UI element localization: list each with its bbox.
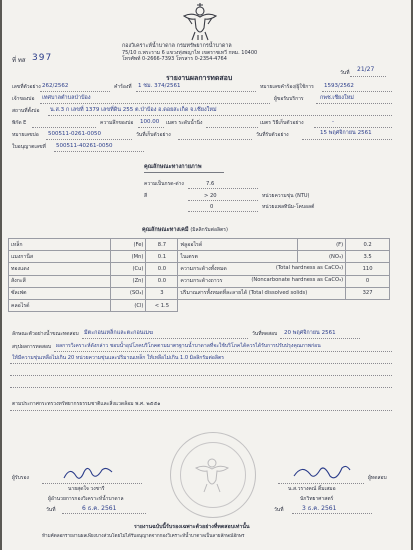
field-label-collect-date: วันที่เก็บตัวอย่าง (136, 132, 171, 138)
header-address: 75/10 ถ.พระราม 6 แขวงทุ่งพญาไท เขตราชเทวี กทม. 10400 (122, 50, 258, 56)
chem-sym-1: (Fe) (110, 239, 146, 251)
sign-right-date: 3 ธ.ค. 2561 (302, 505, 337, 512)
chem-val-1: 3 (146, 287, 178, 299)
table-row (9, 263, 390, 275)
chem-val-1: 0.0 (146, 275, 178, 287)
chem-val-1: 0.0 (146, 263, 178, 275)
sign-right-label: ผู้ทดสอบ (368, 475, 387, 481)
chem-val-2: 3.5 (346, 251, 390, 263)
analysis-value: มีตะกอนเหล็กและตะกอนเมฆ (84, 330, 154, 336)
field-value-permit: 500511-40261-0050 (56, 143, 113, 149)
physical-value-turbidity: > 20 (204, 193, 217, 199)
chem-val-1: 0.1 (146, 251, 178, 263)
physical-value-color: 0 (210, 204, 214, 210)
field-label-location: สถานที่ตั้งบ่อ (12, 108, 40, 114)
field-label-owner: เจ้าของบ่อ (12, 96, 35, 102)
field-label-well-no: หมายเลขบ่อ (12, 132, 39, 138)
field-label-depth: ความลึกของบ่อ (100, 120, 134, 126)
physical-label-turbidity: สี (144, 193, 148, 199)
report-page (2, 0, 411, 550)
chem-sym-1: (Cu) (110, 263, 146, 275)
field-value-owner: เทศบาลตำบลป่าป้อง (42, 95, 91, 101)
report-date: 21/27 (357, 66, 375, 73)
footer-line-2: ห้ามคัดลอกรายงานผลเพียงบางส่วนโดยไม่ได้รับอนุญาตจากกองวิเคราะห์น้ำบาดาลเป็นลายลักษณ์อักษร (42, 534, 245, 539)
sign-right-title: นักวิทยาศาสตร์ (300, 496, 334, 502)
seal-garuda-icon (192, 452, 232, 496)
physical-unit-turbidity: หน่วยความขุ่น (NTU) (262, 193, 310, 199)
chem-val-1: < 1.5 (146, 299, 178, 311)
chem-name-2: ปริมาณสารทั้งหมดที่ละลายได้ (Total dissolved solids) (178, 287, 346, 299)
field-value-sample-no: 262/2562 (42, 83, 69, 89)
field-label-permit: ใบอนุญาตเลขที่ (12, 144, 46, 150)
chem-name-1: ซัลเฟต (9, 287, 111, 299)
field-label-coord: พิกัด E (12, 120, 27, 126)
field-value-location: น.ส.3 ก เลขที่ 1379 เลขที่ดิน 255 ต.ป่าป้อง อ.ดอยสะเก็ด จ.เชียงใหม่ (50, 107, 217, 113)
sign-left-signature (62, 462, 114, 484)
footer-line-1: รายงานฉบับนี้รับรองเฉพาะตัวอย่างที่ทดสอบเท่านั้น (134, 524, 250, 530)
table-row (9, 275, 390, 287)
chem-val-1: 8.7 (146, 239, 178, 251)
chem-empty (298, 299, 346, 311)
sign-left-label: ผู้รับรอง (12, 475, 29, 481)
header-dept: กองวิเคราะห์น้ำบาดาล กรมทรัพยากรน้ำบาดาล (122, 43, 232, 49)
table-row (9, 239, 390, 251)
chem-name-2: ความกระด้างถาวร (Noncarbonate hardness as CaCO₃) (178, 275, 346, 287)
table-row (9, 287, 390, 299)
analysis-label: ลักษณะตัวอย่างน้ำขณะทดสอบ (12, 331, 79, 337)
field-label-static-level: เมตร ระดับน้ำนิ่ง (166, 120, 203, 126)
sign-left-name: นายสุดใจ วงชารี (68, 486, 105, 492)
garuda-emblem-icon (180, 2, 220, 42)
chem-val-2: 0.2 (346, 239, 390, 251)
chem-name-1: แมงกานีส (9, 251, 111, 263)
chem-sym-1: (Mn) (110, 251, 146, 263)
chem-sym-2: (F) (298, 239, 346, 251)
header-phone: โทรศัพท์ 0-2666-7393 โทรสาร 0-2354-4764 (122, 56, 227, 62)
field-value-receive-date: 15 พฤศจิกายน 2561 (320, 130, 372, 136)
field-value-request-no: 1 ชม. 374/2561 (138, 83, 181, 89)
footnote: ตามประกาศกระทรวงทรัพยากรธรรมชาติและสิ่งแวดล้อม พ.ศ. ๒๕๕๑ (12, 401, 161, 407)
chem-name-2: ฟลูออไรด์ (178, 239, 298, 251)
conclusion-line-2: ให้มีความขุ่นเหลือไม่เกิน 20 หน่วยความขุ่นและปริมาณเหล็ก ให้เหลือไม่เกิน 1.0 มิลลิกรัมต่อลิตร (12, 355, 224, 361)
physical-value-ph: 7.6 (206, 181, 215, 187)
field-value-method: - (332, 119, 334, 125)
field-label-method: เมตร วิธีเก็บตัวอย่าง (260, 120, 304, 126)
field-label-receive-date: วันที่รับตัวอย่าง (256, 132, 289, 138)
chem-sym-1: (SO₄) (110, 287, 146, 299)
table-row (9, 251, 390, 263)
table-row (9, 299, 390, 311)
chem-name-1: ทองแดง (9, 263, 111, 275)
chem-val-2: 110 (346, 263, 390, 275)
chem-empty (346, 299, 390, 311)
analysis-date-label: วันที่ทดสอบ (252, 331, 278, 337)
ref-number: 397 (32, 53, 53, 63)
field-value-depth: 100.00 (140, 119, 160, 125)
physical-heading: คุณลักษณะทางกายภาพ (144, 164, 202, 170)
physical-label-ph: ความเป็นกรด-ด่าง (144, 181, 184, 187)
chemical-table (8, 238, 390, 312)
physical-unit-color: หน่วยแพลทินัม-โคบอลต์ (262, 204, 315, 210)
chemical-heading: คุณลักษณะทางเคมี (มิลลิกรัมต่อลิตร) (142, 227, 228, 233)
date-label: วันที่ (340, 70, 350, 76)
ref-label: ที่ ทส (12, 57, 26, 64)
field-label-sample-no: เลขที่ตัวอย่าง (12, 84, 41, 90)
chem-val-2: 327 (346, 287, 390, 299)
conclusion-line-1: ผลการวิเคราะห์ดังกล่าว ชอบน้ำอุปโภคบริโภคตามมาตรฐานน้ำบาดาลที่จะใช้บริโภคได้ควรได้รับการปรับปรุงคุณภาพก่อน (56, 343, 321, 349)
sign-right-date-label: วันที่ (274, 507, 284, 513)
chem-sym-2: (NO₃) (298, 251, 346, 263)
chem-empty (178, 299, 298, 311)
field-label-requester: ผู้ขอรับบริการ (274, 96, 304, 102)
chem-name-1: สังกะสี (9, 275, 111, 287)
chem-sym-1: (Zn) (110, 275, 146, 287)
sign-right-name: น.ส.วรางคณ์ ดิ้มเสมอ (288, 486, 336, 492)
chem-name-2: ความกระด้างทั้งหมด (Total hardness as CaCO₃) (178, 263, 346, 275)
field-label-request-no: คำร้องที่ (114, 84, 132, 90)
chem-name-2: ไนเตรต (178, 251, 298, 263)
report-title: รายงานผลการทดสอบ (166, 74, 233, 82)
field-value-request-user: 1593/2562 (324, 83, 354, 89)
field-value-well-no: 500511-0261-0050 (48, 131, 101, 137)
sign-left-date-label: วันที่ (46, 507, 56, 513)
chem-name-1: เหล็ก (9, 239, 111, 251)
sign-right-signature (292, 462, 352, 484)
conclusion-label: สรุปผลการทดสอบ (12, 344, 52, 350)
sign-left-date: 6 ธ.ค. 2561 (82, 505, 117, 512)
chem-name-1: คลอไรด์ (9, 299, 111, 311)
chem-sym-1: (Cl) (110, 299, 146, 311)
analysis-date: 20 พฤศจิกายน 2561 (284, 330, 336, 336)
sign-left-title: ผู้อำนวยการกองวิเคราะห์น้ำบาดาล (48, 496, 124, 502)
chem-val-2: 0 (346, 275, 390, 287)
field-label-request-user: หมายเลขคำร้อง/ผู้ใช้การ (260, 84, 314, 90)
field-value-requester: กพช.เชียงใหม่ (320, 95, 354, 101)
